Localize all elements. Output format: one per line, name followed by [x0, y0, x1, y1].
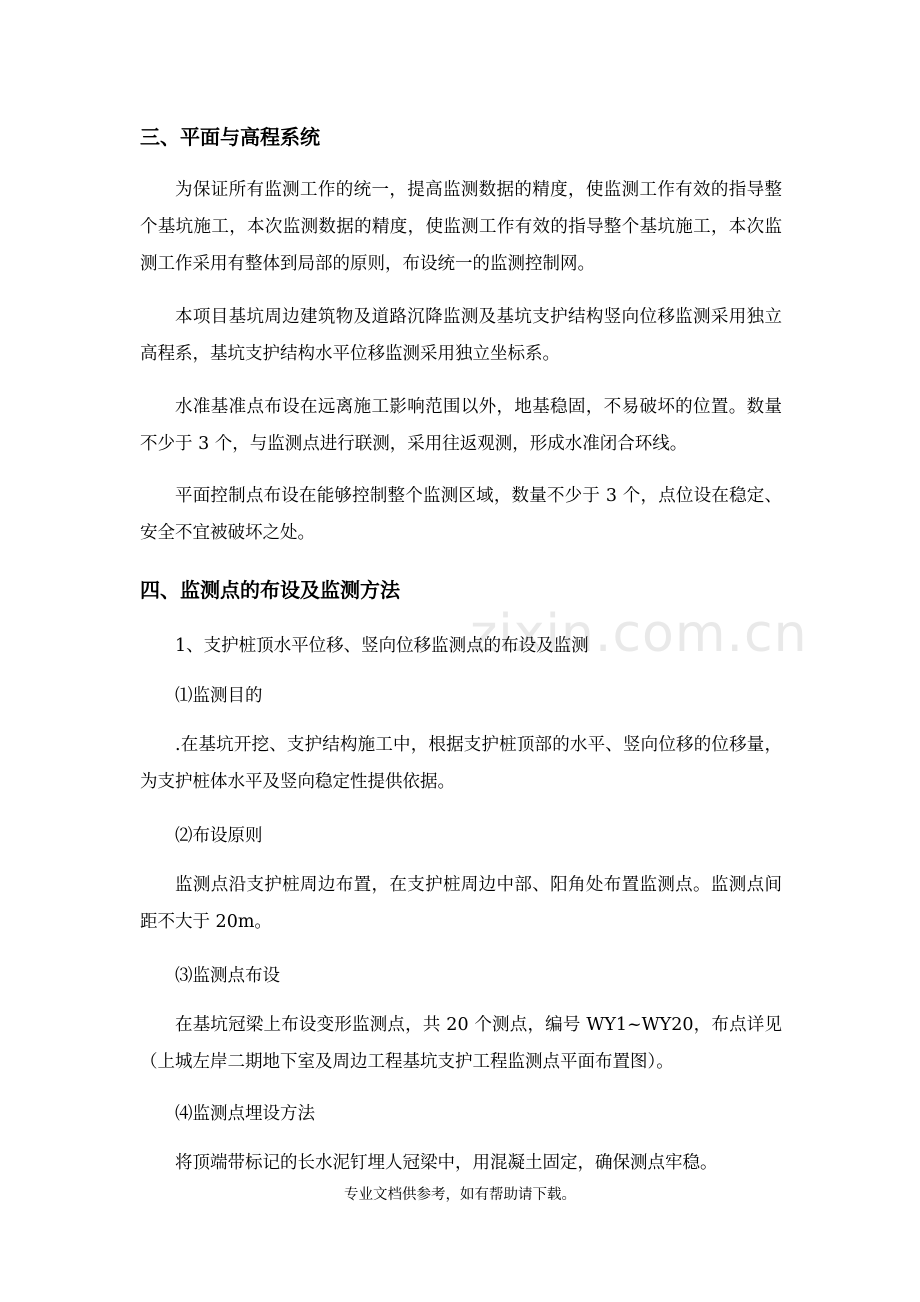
subsection-3-title: ⑶监测点布设 — [175, 966, 280, 986]
section-3-heading: 三、平面与高程系统 — [140, 125, 320, 149]
subsection-2-title: ⑵布设原则 — [175, 826, 263, 846]
section-3-paragraph-1: 为保证所有监测工作的统一，提高监测数据的精度，使监测工作有效的指导整个基坑施工，本次监测数据的精度，使监测工作有效的指导整个基坑施工，本次监测工作采用有整体到局部的原则，布设统一的监测控制网。 — [140, 180, 782, 274]
item-1-title: 1、支护桩顶水平位移、竖向位移监测点的布设及监测 — [175, 636, 589, 656]
subsection-4-text: 将顶端带标记的长水泥钉埋人冠梁中，用混凝土固定，确保测点牢稳。 — [175, 1153, 718, 1173]
section-3-paragraph-3: 水准基准点布设在远离施工影响范围以外，地基稳固，不易破坏的位置。数量不少于 3 个，与监测点进行联测，采用往返观测，形成水准闭合环线。 — [140, 397, 782, 454]
section-4-heading: 四、监测点的布设及监测方法 — [140, 578, 400, 602]
section-3-paragraph-2: 本项目基坑周边建筑物及道路沉降监测及基坑支护结构竖向位移监测采用独立高程系，基坑支护结构水平位移监测采用独立坐标系。 — [140, 307, 782, 364]
subsection-2-text: 监测点沿支护桩周边布置，在支护桩周边中部、阳角处布置监测点。监测点间距不大于 20m。 — [140, 875, 782, 932]
subsection-3-text: 在基坑冠梁上布设变形监测点，共 20 个测点，编号 WY1~WY20，布点详见（上城左岸二期地下室及周边工程基坑支护工程监测点平面布置图）。 — [140, 1015, 782, 1072]
subsection-1-text: .在基坑开挖、支护结构施工中，根据支护桩顶部的水平、竖向位移的位移量，为支护桩体水平及竖向稳定性提供依据。 — [140, 735, 782, 792]
subsection-4-title: ⑷监测点埋设方法 — [175, 1104, 315, 1124]
section-3-paragraph-4: 平面控制点布设在能够控制整个监测区域，数量不少于 3 个，点位设在稳定、安全不宜被破坏之处。 — [140, 486, 782, 543]
watermark: zixin.com.cn — [470, 604, 808, 664]
page-footer: 专业文档供参考，如有帮助请下载。 — [344, 1187, 576, 1203]
subsection-1-title: ⑴监测目的 — [175, 686, 263, 706]
